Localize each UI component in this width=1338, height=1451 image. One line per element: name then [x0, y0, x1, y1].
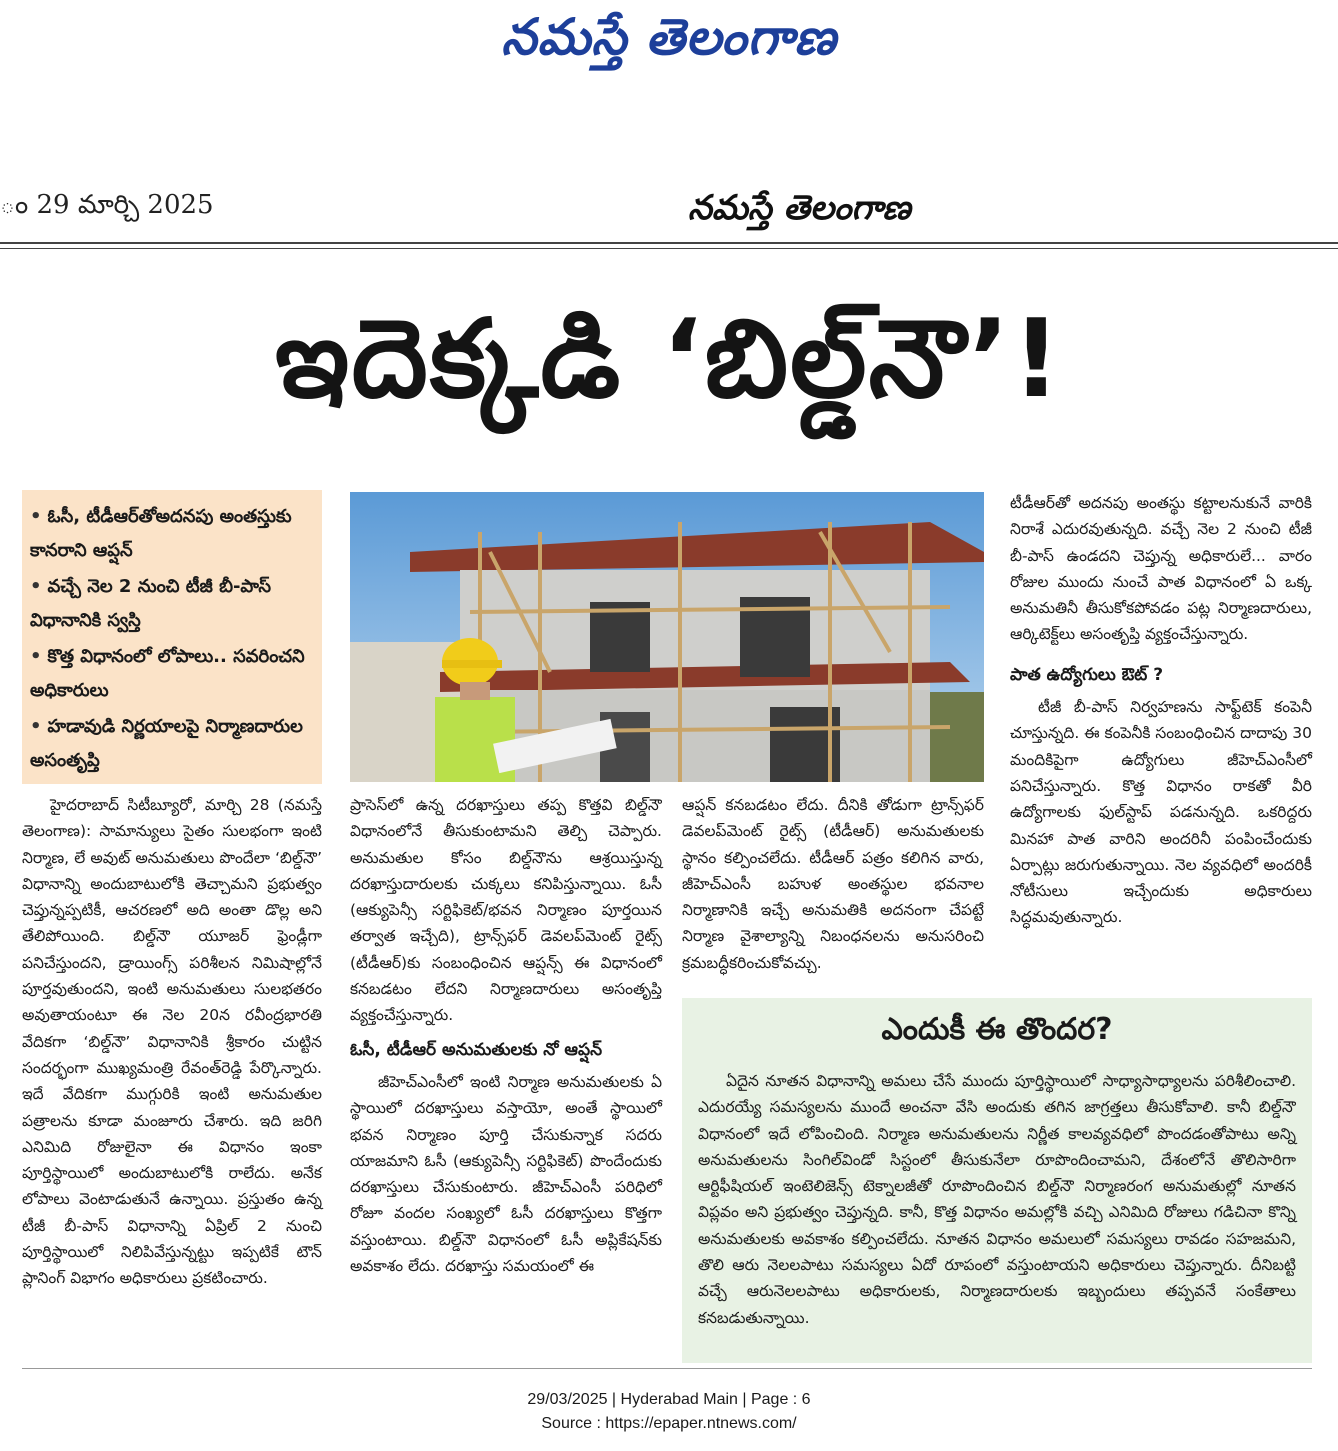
- highlight-text: కొత్త విధానంలో లోపాలు.. సవరించని అధికారులు: [30, 646, 305, 701]
- box-body: ఏదైన నూతన విధానాన్ని అమలు చేసే ముందు పూర్తిస్థాయిలో సాధ్యాసాధ్యాలను పరిశీలించాలి. ఎదురయ్యే సమస్యలను ముందే అంచనా వేసి అందుకు తగిన జాగ్రత్తలు తీసుకోవాలి. కానీ బిల్డ్‌నౌ విధానంలో ఇదే లోపించింది. నిర్మాణ అనుమతులను నిర్ణీత కాలవ్యవధిలో పొందడంతోపాటు అన్ని అనుమతులను సింగిల్‌విండో సిస్టంలో తీసుకునేలా రూపొందించామని, దేశంలోనే తొలిసారిగా ఆర్టిఫీషియల్ ఇంటెలిజెన్స్ టెక్నాలజీతో రూపొందించిన బిల్డ్‌నౌ నిర్మాణరంగ అనుమతుల్లో నూతన విప్లవం అని ప్రభుత్వం చెప్తున్నది. కానీ, కొత్త విధానం అమల్లోకి వచ్చి ఎనిమిది రోజులు గడిచినా కొన్ని అనుమతులకు అవకాశం కల్పించలేదు. నూతన విధానం అమలులో సమస్యలు రావడం సహజమని, తొలి ఆరు నెలలపాటు సమస్యలు ఏదో రూపంలో వస్తుంటాయని అధికారులు చెప్తున్నారు. దీనిబట్టి వచ్చే ఆరునెలలపాటు అధికారులకు, నిర్మాణదారులకు ఇబ్బందులు తప్పవనే సంకేతాలు కనబడుతున్నాయి.: [698, 1072, 1296, 1327]
- bullet-icon: •: [30, 576, 42, 597]
- column-1-text: హైదరాబాద్ సిటీబ్యూరో, మార్చి 28 (నమస్తే తెలంగాణ): సామాన్యులు సైతం సులభంగా ఇంటి నిర్మాణ, లే అవుట్ అనుమతులు పొందేలా ‘బిల్డ్‌నౌ’ విధానాన్ని అందుబాటులోకి తెచ్చామని ప్రభుత్వం చెప్తున్నప్పటికీ, ఆచరణలో అది అంతా డొల్ల అని తేలిపోయింది. బిల్డ్‌నౌ యూజర్ ఫ్రెండ్లీగా పనిచేస్తుందని, డ్రాయింగ్స్ పరిశీలన నిమిషాల్లోనే పూర్తవుతుందని, ఇంటి అనుమతులు సులభతరం అవుతాయంటూ ఈ నెల 20న రవీంద్రభారతి వేదికగా ‘బిల్డ్‌నౌ’ విధానానికి శ్రీకారం చుట్టిన సందర్భంగా ముఖ్యమంత్రి రేవంత్‌రెడ్డి పేర్కొన్నారు. ఇదే వేదికగా ముగ్గురికి ఇంటి అనుమతుల పత్రాలను కూడా మంజూరు చేశారు. ఇది జరిగి ఎనిమిది రోజులైనా ఈ విధానం ఇంకా పూర్తిస్థాయిలో అందుబాటులోకి రాలేదు. అనేక లోపాలు వెంటాడుతునే ఉన్నాయి. ప్రస్తుతం ఉన్న టీజీ బీ-పాస్ విధానాన్ని ఏప్రిల్ 2 నుంచి పూర్తిస్థాయిలో నిలిపివేస్తున్నట్టు ఇప్పటికే టౌన్ ప్లానింగ్ విభాగం అధికారులు ప్రకటించారు.: [22, 796, 322, 1288]
- column-1: [22, 792, 322, 1292]
- bullet-icon: •: [30, 506, 42, 527]
- column-4-text-b: టీజీ బీ-పాస్ నిర్వహణను సాఫ్ట్‌టెక్ కంపెనీ చూస్తున్నది. ఈ కంపెనీకి సంబంధించిన దాదాపు 30 మందికిపైగా ఉద్యోగులు జీహెచ్ఎంసీలో పనిచేస్తున్నారు. కొత్త విధానం రాకతో వీరి ఉద్యోగాలకు ఫుల్‌స్టాప్ పడనున్నది. ఒకరిద్దరు మినహా పాత వారిని అందరినీ పంపించేందుకు ఏర్పాట్లు జరుగుతున్నాయి. నెల వ్యవధిలో అందరికీ నోటీసులు ఇచ్చేందుకు అధికారులు సిద్ధమవుతున్నారు.: [1010, 698, 1312, 927]
- footer-source-link[interactable]: Source : https://epaper.ntnews.com/: [541, 1415, 797, 1432]
- masthead-logo: నమస్తే తెలంగాణ: [501, 8, 837, 66]
- bullet-icon: •: [30, 716, 42, 737]
- footer: [0, 1388, 1338, 1436]
- bullet-icon: •: [30, 646, 42, 667]
- column-2: [350, 792, 662, 1279]
- building-under-construction-photo: [350, 492, 984, 782]
- highlight-item: [30, 500, 314, 568]
- column-2-text-b: జీహెచ్ఎంసీలో ఇంటి నిర్మాణ అనుమతులకు ఏ స్థాయిలో దరఖాస్తులు వస్తాయో, అంతే స్థాయిలో భవన నిర్మాణం పూర్తి చేసుకున్నాక సదరు యాజమాని ఓసీ (ఆక్యుపెన్సీ సర్టిఫికెట్) పొందేందుకు దరఖాస్తులు చేసుకుంటారు. జీహెచ్ఎంసీ పరిధిలో రోజూ వందల సంఖ్యలో ఓసీ దరఖాస్తులు కొత్తగా వస్తుంటాయి. బిల్డ్‌నౌ విధానంలో ఓసీ అప్లికేషన్‌కు అవకాశం లేదు. దరఖాస్తు సమయంలో ఈ: [350, 1072, 662, 1276]
- highlight-item: [30, 640, 314, 708]
- dateline: ం 29 మార్చి 2025: [0, 190, 214, 220]
- header-rule-thin: [0, 248, 1338, 249]
- box-title: ఎందుకీ ఈ తొందర?: [881, 1012, 1113, 1047]
- highlight-item: [30, 570, 314, 638]
- photo-illustration: [350, 492, 984, 782]
- highlight-text: ఓసీ, టీడీఆర్‌తోఅదనపు అంతస్తుకు కానరాని ఆప్షన్: [30, 506, 292, 561]
- column-3: [682, 792, 984, 976]
- column-4-text-a: టీడీఆర్‌తో అదనపు అంతస్థు కట్టాలనుకునే వారికి నిరాశే ఎదురవుతున్నది. వచ్చే నెల 2 నుంచి టీజీ బీ-పాస్ ఉండదని చెప్తున్న అధికారులే... వారం రోజుల ముందు నుంచే పాత విధానంలో ఏ ఒక్క అనుమతినీ తీసుకోకపోవడం పట్ల నిర్మాణదారులు, ఆర్కిటెక్ట్‌లు అసంతృప్తి వ్యక్తంచేస్తున్నారు.: [1010, 494, 1312, 644]
- highlights-box: [22, 490, 322, 784]
- footer-rule: [22, 1368, 1312, 1369]
- headline: ఇదెక్కడి ‘బిల్డ్‌నౌ’!: [275, 297, 1063, 422]
- highlight-text: హడావుడి నిర్ణయాలపై నిర్మాణదారుల అసంతృప్తి: [30, 716, 303, 771]
- highlight-item: [30, 710, 314, 778]
- highlight-text: వచ్చే నెల 2 నుంచి టీజీ బీ-పాస్ విధానానికి స్వస్తి: [30, 576, 272, 631]
- sidebar-box: [682, 998, 1312, 1363]
- footer-date-line: 29/03/2025 | Hyderabad Main | Page : 6: [527, 1391, 811, 1408]
- column-2-subhead: ఓసీ, టీడీఆర్ అనుమతులకు నో ఆప్షన్: [350, 1039, 603, 1060]
- column-3-text: ఆప్షన్ కనబడటం లేదు. దీనికి తోడుగా ట్రాన్స్‌ఫర్ డెవలప్‌మెంట్ రైట్స్ (టీడీఆర్) అనుమతులకు స్థానం కల్పించలేదు. టీడీఆర్ పత్రం కలిగిన వారు, జీహెచ్ఎంసీ బహుళ అంతస్థుల భవనాల నిర్మాణానికి ఇచ్చే అనుమతికి అదనంగా చేపట్టే నిర్మాణ వైశాల్యాన్ని నిబంధనలను అనుసరించి క్రమబద్ధీకరించుకోవచ్చు.: [682, 796, 984, 972]
- column-2-text-a: ప్రాసెస్‌లో ఉన్న దరఖాస్తులు తప్ప కొత్తవి బిల్డ్‌నౌ విధానంలోనే తీసుకుంటామని తెల్చి చెప్పారు. అనుమతుల కోసం బిల్డ్‌నౌను ఆశ్రయిస్తున్న దరఖాస్తుదారులకు చుక్కలు కనిపిస్తున్నాయి. ఓసీ (ఆక్యుపెన్సీ సర్టిఫికెట్/భవన నిర్మాణం పూర్తయిన తర్వాత ఇచ్చేది), ట్రాన్స్‌ఫర్ డెవలప్‌మెంట్ రైట్స్ (టీడీఆర్)కు సంబంధించిన ఆప్షన్స్ ఈ విధానంలో కనబడటం లేదని నిర్మాణదారులు అసంతృప్తి వ్యక్తంచేస్తున్నారు.: [350, 796, 662, 1025]
- column-4: [1010, 490, 1312, 931]
- header-rule: [0, 242, 1338, 244]
- paper-name: నమస్తే తెలంగాణ: [688, 188, 911, 228]
- column-4-subhead: పాత ఉద్యోగులు ఔట్ ?: [1010, 664, 1164, 685]
